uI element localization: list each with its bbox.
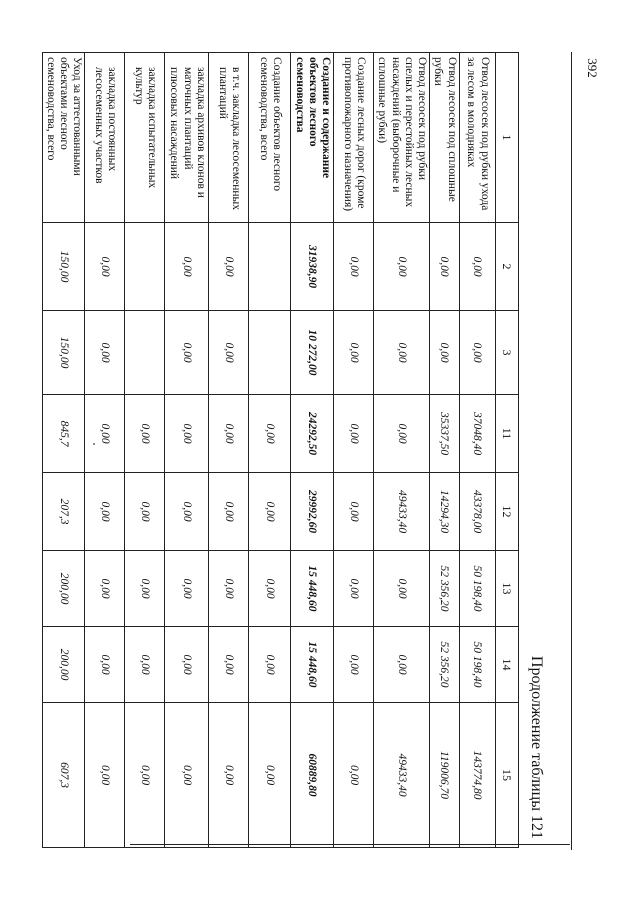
value-cell: 119006,70 xyxy=(430,703,460,848)
table-header-row xyxy=(496,53,519,848)
table-body xyxy=(42,53,495,848)
value-cell: 0,00 xyxy=(374,627,430,703)
table-row xyxy=(209,53,249,848)
table-row xyxy=(85,53,125,848)
data-table xyxy=(42,52,519,848)
value-cell xyxy=(125,223,165,311)
column-header: 3 xyxy=(496,311,519,395)
table-row xyxy=(42,53,85,848)
value-cell: 0,00 xyxy=(374,223,430,311)
table-row xyxy=(291,53,334,848)
value-cell: 0,00 xyxy=(430,223,460,311)
row-label: Уход за аттестованными объектами лесного семеноводства, всего xyxy=(42,53,85,223)
value-cell: 0,00 xyxy=(165,627,209,703)
table-row xyxy=(374,53,430,848)
table-row xyxy=(430,53,460,848)
column-header: 14 xyxy=(496,627,519,703)
column-header: 2 xyxy=(496,223,519,311)
value-cell: 0,00 xyxy=(125,703,165,848)
value-cell: 0,00 xyxy=(165,311,209,395)
value-cell: 49433,40 xyxy=(374,703,430,848)
value-cell: 37048,40 xyxy=(460,395,496,473)
value-cell: 29992,60 xyxy=(291,473,334,551)
value-cell: 50 198,40 xyxy=(460,627,496,703)
value-cell: 0,00 xyxy=(249,473,291,551)
table-row xyxy=(125,53,165,848)
value-cell: 0,00 xyxy=(85,703,125,848)
value-cell: 0,00 xyxy=(460,223,496,311)
value-cell: 0,00 xyxy=(125,395,165,473)
value-cell: 0,00 xyxy=(209,223,249,311)
row-label: Создание и содержание объектов лесного семеноводства xyxy=(291,53,334,223)
value-cell: 0,00 xyxy=(460,311,496,395)
value-cell: 0,00 xyxy=(249,551,291,627)
row-label: закладка испытательных культур xyxy=(125,53,165,223)
value-cell: 0,00 xyxy=(334,311,374,395)
value-cell: 0,00 xyxy=(165,473,209,551)
row-label: Создание объектов лесного семеноводства, всего xyxy=(249,53,291,223)
row-label: закладка постоянных лесосеменных участков xyxy=(85,53,125,223)
value-cell: 43378,00 xyxy=(460,473,496,551)
value-cell: 0,00 xyxy=(125,473,165,551)
value-cell: 0,00 xyxy=(85,223,125,311)
value-cell: 607,3 xyxy=(42,703,85,848)
value-cell: 0,00 xyxy=(85,395,125,473)
value-cell: 0,00 xyxy=(374,551,430,627)
value-cell: 52 356,20 xyxy=(430,551,460,627)
value-cell: 0,00 xyxy=(209,473,249,551)
value-cell: 60889,80 xyxy=(291,703,334,848)
value-cell: 0,00 xyxy=(125,551,165,627)
value-cell: 200,00 xyxy=(42,627,85,703)
value-cell: 0,00 xyxy=(374,311,430,395)
row-label: Отвод лесосек под сплошные рубки xyxy=(430,53,460,223)
value-cell: 0,00 xyxy=(165,551,209,627)
row-label: Отвод лесосек под рубки ухода за лесом в молодняках xyxy=(460,53,496,223)
value-cell: 0,00 xyxy=(430,311,460,395)
value-cell: 0,00 xyxy=(334,627,374,703)
value-cell: 35337,50 xyxy=(430,395,460,473)
value-cell: 0,00 xyxy=(165,703,209,848)
value-cell: 10 272,00 xyxy=(291,311,334,395)
table-row xyxy=(460,53,496,848)
value-cell: 0,00 xyxy=(165,223,209,311)
value-cell: 0,00 xyxy=(85,311,125,395)
row-label: Создание лесных дорог (кроме противопожарного назначения) xyxy=(334,53,374,223)
table-row xyxy=(165,53,209,848)
value-cell: 0,00 xyxy=(85,473,125,551)
value-cell: 0,00 xyxy=(85,551,125,627)
page-number: 392 xyxy=(585,58,600,78)
value-cell: 0,00 xyxy=(85,627,125,703)
value-cell xyxy=(249,311,291,395)
table-row xyxy=(249,53,291,848)
value-cell: 0,00 xyxy=(334,473,374,551)
value-cell: 0,00 xyxy=(334,223,374,311)
column-header: 11 xyxy=(496,395,519,473)
row-label: Отвод лесосек под рубки спелых и перестойных лесных насаждений (выборочные и сплошные рубки) xyxy=(374,53,430,223)
value-cell: 50 198,40 xyxy=(460,551,496,627)
value-cell: 143774,80 xyxy=(460,703,496,848)
row-label: в т.ч. закладка лесосеменных плантаций xyxy=(209,53,249,223)
value-cell: 0,00 xyxy=(249,627,291,703)
value-cell: 52 356,20 xyxy=(430,627,460,703)
value-cell: 0,00 xyxy=(209,551,249,627)
value-cell xyxy=(125,311,165,395)
value-cell: 150,00 xyxy=(42,223,85,311)
value-cell: 0,00 xyxy=(209,627,249,703)
value-cell: 0,00 xyxy=(334,703,374,848)
value-cell: 0,00 xyxy=(249,395,291,473)
value-cell: 200,00 xyxy=(42,551,85,627)
value-cell xyxy=(249,223,291,311)
value-cell: 14294,30 xyxy=(430,473,460,551)
value-cell: 0,00 xyxy=(374,395,430,473)
value-cell: 0,00 xyxy=(165,395,209,473)
value-cell: 49433,40 xyxy=(374,473,430,551)
column-header: 1 xyxy=(496,53,519,223)
value-cell: 24292,50 xyxy=(291,395,334,473)
row-label: закладка архивов клонов и маточных плантаций плюсовых насаждений xyxy=(165,53,209,223)
value-cell: 31938,90 xyxy=(291,223,334,311)
value-cell: 0,00 xyxy=(334,551,374,627)
value-cell: 15 448,60 xyxy=(291,551,334,627)
value-cell: 0,00 xyxy=(249,703,291,848)
value-cell: 15 448,60 xyxy=(291,627,334,703)
value-cell: 150,00 xyxy=(42,311,85,395)
table-row xyxy=(334,53,374,848)
value-cell: 0,00 xyxy=(125,627,165,703)
value-cell: 207,3 xyxy=(42,473,85,551)
value-cell: 0,00 xyxy=(334,395,374,473)
column-header: 15 xyxy=(496,703,519,848)
column-header: 12 xyxy=(496,473,519,551)
rotated-table-page xyxy=(45,52,547,847)
right-margin-rule xyxy=(571,52,572,850)
value-cell: 0,00 xyxy=(209,311,249,395)
value-cell: 845,7 xyxy=(42,395,85,473)
column-header: 13 xyxy=(496,551,519,627)
value-cell: 0,00 xyxy=(209,395,249,473)
table-caption: Продолжение таблицы 121 xyxy=(528,655,545,839)
value-cell: 0,00 xyxy=(209,703,249,848)
